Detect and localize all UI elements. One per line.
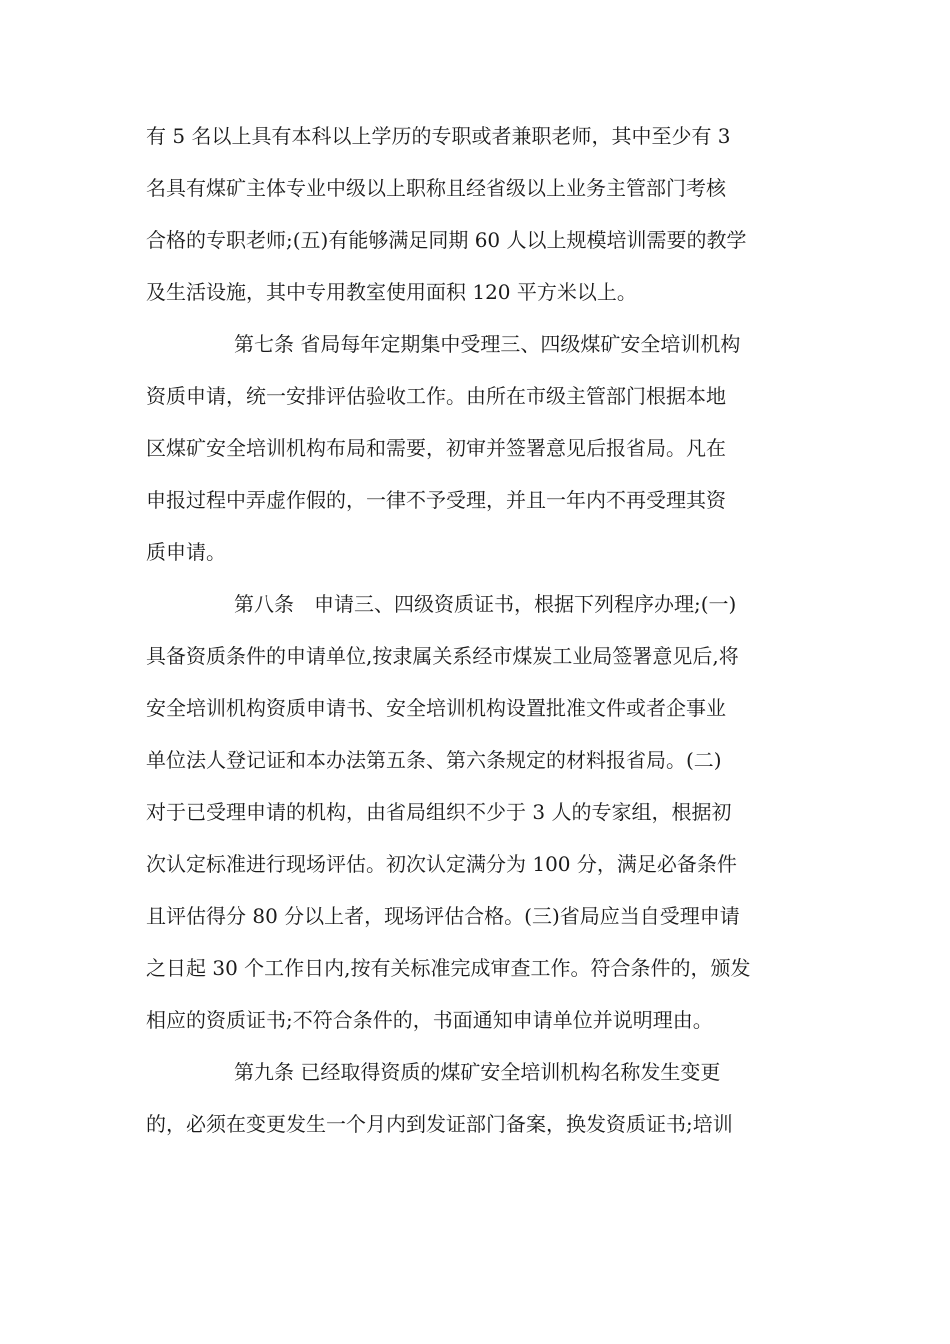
text-line: 及生活设施，其中专用教室使用面积 120 平方米以上。 [146,280,637,304]
text-line: 且评估得分 80 分以上者，现场评估合格。(三)省局应当自受理申请 [146,904,740,928]
text-line: 第八条 申请三、四级资质证书，根据下列程序办理;(一) [234,592,737,616]
text-line: 申报过程中弄虚作假的，一律不予受理，并且一年内不再受理其资 [146,488,726,512]
text-line: 有 5 名以上具有本科以上学历的专职或者兼职老师，其中至少有 3 [146,124,731,148]
paragraph-article-9 [146,1046,806,1150]
text-line: 资质申请，统一安排评估验收工作。由所在市级主管部门根据本地 [146,384,726,408]
text-line: 相应的资质证书;不符合条件的，书面通知申请单位并说明理由。 [146,1008,713,1032]
paragraph-1 [146,110,806,318]
text-line: 质申请。 [146,540,226,564]
text-line: 安全培训机构资质申请书、安全培训机构设置批准文件或者企事业 [146,696,726,720]
text-line: 之日起 30 个工作日内,按有关标准完成审查工作。符合条件的，颁发 [146,956,751,980]
text-line: 合格的专职老师;(五)有能够满足同期 60 人以上规模培训需要的教学 [146,228,747,252]
text-line: 单位法人登记证和本办法第五条、第六条规定的材料报省局。(二) [146,748,722,772]
text-line: 具备资质条件的申请单位,按隶属关系经市煤炭工业局签署意见后,将 [146,644,739,668]
text-line: 次认定标准进行现场评估。初次认定满分为 100 分，满足必备条件 [146,852,737,876]
text-line: 第九条 已经取得资质的煤矿安全培训机构名称发生变更 [234,1060,721,1084]
paragraph-article-8 [146,578,806,1046]
text-line: 区煤矿安全培训机构布局和需要，初审并签署意见后报省局。凡在 [146,436,726,460]
text-line: 的，必须在变更发生一个月内到发证部门备案，换发资质证书;培训 [146,1112,733,1136]
text-line: 第七条 省局每年定期集中受理三、四级煤矿安全培训机构 [234,332,741,356]
document-body [146,110,806,1150]
paragraph-article-7 [146,318,806,578]
text-line: 名具有煤矿主体专业中级以上职称且经省级以上业务主管部门考核 [146,176,726,200]
text-line: 对于已受理申请的机构，由省局组织不少于 3 人的专家组，根据初 [146,800,732,824]
